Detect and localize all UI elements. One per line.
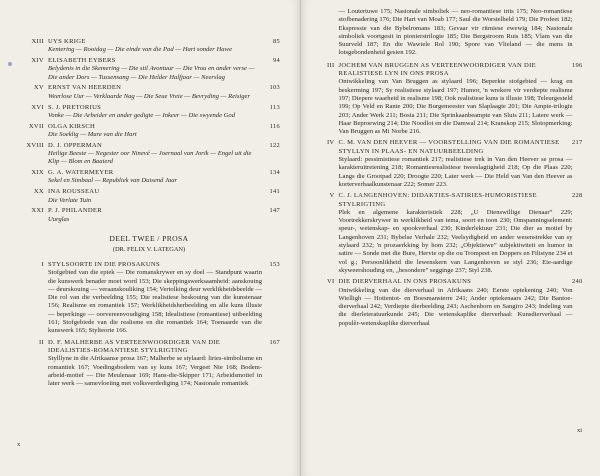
- works-list: Die Verlate Tuin: [48, 196, 92, 204]
- chapter-numeral: II: [39, 338, 44, 346]
- chapter-numeral: V: [329, 192, 335, 200]
- chapter-title: S. J. PRETORIUS: [48, 103, 102, 111]
- chapter-page-number: 141: [269, 188, 280, 196]
- toc-entry: [18, 142, 280, 167]
- toc-entry: [321, 278, 583, 328]
- toc-entry-heading: [18, 84, 280, 92]
- chapter-summary: Ontwikkeling van die dierverhaal in Afrikaans 240; Eerste optekening 240; Von Wielligh — Hottentot- en Boesmansterre 241; Ander optekenaars 242; Die Bantoe-dierverhaal 242; Verdiepte dierbeelding 243; Aschenborn en Sangiro 243; Indeling van die dierleteratuurkunde 245; Die wetenskaplike dierverhaal: Kunsdierverhaal — populêr-wetenskaplike dierverhaal: [338, 286, 573, 327]
- toc-entry-heading: [18, 104, 280, 112]
- right-page: [301, 0, 600, 476]
- chapter-page-number: 240: [572, 278, 583, 286]
- chapter-title: UYS KRIGE: [48, 38, 86, 45]
- continued-text: — Loutertuwe 175; Nasionale simboliek — neo-romantiese trits 175; Neo-romantiese stofbenadering 176; Die Hart van Moab 177; Saul die Worstelheld 179; Die Profeet 182; Ekspressie van die Bybelromans 183; Gevaar vir ritmiese ewewig 184; Nasionale simboliek voortgesit in pionierstrilogie 185; Die Bergstroom Ruis 185; Vlam van die Suurveld 187; En die Wawiele Rol 190; Spore van Vlieland — die mens in lotsgebondenheid gesien 192.: [338, 8, 573, 57]
- works-list: Weerlose Uur — Verklaarde Nag — Die Seue Vreie — Bevryding — Reisiger: [48, 92, 251, 100]
- toc-entry: [18, 84, 280, 101]
- toc-entry-heading: [321, 62, 583, 79]
- chapter-title: ERNST VAN HEERDEN: [48, 84, 122, 92]
- chapter-summary: Stylllyne in die Afrikaanse prosa 167; Malherbe se stylaard: liries-simbolisme en romantiek 167; Voedingsbodem van sy kuns 167; Vergeet Nie 168; Bodem-arbeid-motief — Die Meulenaar 169; Hans-die-Skipper 171; Arbeidsmotief in later werk — samevloeiing met volksverdediging 174; Nasionale romantiek: [48, 355, 262, 388]
- chapter-title: D. J. OPPERMAN: [48, 141, 103, 149]
- chapter-page-number: 85: [273, 38, 280, 45]
- toc-entry: [321, 192, 583, 275]
- page-number-right: xi: [576, 427, 582, 434]
- works-list: Belydenis in die Skemering — Die stil Avontuur — Die Vrou en ander verse — Die ander Dors — Tussensang — Die Helder Halfjaar — Neerslag: [48, 65, 255, 81]
- chapter-title: C. J. LANGENHOVEN: DIDAKTIES-SATIRIES-HUMORISTIESE STYLRIGTING: [338, 192, 537, 208]
- chapter-numeral: III: [327, 61, 335, 69]
- toc-entry: [321, 62, 583, 137]
- chapter-numeral: XVII: [28, 122, 44, 130]
- part-title: DEEL TWEE / PROSA: [109, 233, 189, 243]
- chapter-title: JOCHEM VAN BRUGGEN AS VERTEENWOORDIGER VAN DIE REALISTIESE LYN IN ONS PROSA: [338, 61, 536, 78]
- chapter-numeral: XIII: [31, 38, 44, 45]
- toc-entry: [18, 123, 280, 140]
- toc-entry-heading: [321, 192, 583, 209]
- chapter-title: ELISABETH EYBERS: [48, 57, 116, 65]
- left-contents-column: [18, 38, 280, 391]
- part-author: (DR. FELIX V. LATEGAN): [112, 245, 186, 253]
- chapter-summary: Plek en algemene karakteristiek 228; „U Dienswillige Dienaar” 229; Voortrekkerskrywer in werklikheid van tema, soort en toon 230; Omspanningselement: speur-, wetenskap- en spookverhaal 230; Kinderlektuur 231; Die dier as motief by Langenhoven 231; Bybelse Verhale 232; Veelsydigheid en ander wesenstrekke van sy stylaard 232; 'n prozaerkking by hom 232; „Objektiewe” subjektiwiteit en humor in satire — Sonde met die Bure, Hervie op die ou Trompeet en Doppers en Filistyne 234 et vol g.; Persoonlikheid die lewenskern van Langenhoven se styl 236; Eie-aardige skyweershouding en, „besondere” segginge 237; Styl 238.: [338, 208, 573, 274]
- toc-entry: [18, 104, 280, 121]
- chapter-numeral: VI: [326, 278, 335, 286]
- toc-entry-heading: [18, 142, 280, 150]
- works-list: Kentering — Rooidag — Die einde van die Pad — Hart sonder Hawe: [48, 46, 232, 54]
- chapter-numeral: IV: [326, 139, 335, 147]
- works-list: Uurglas: [48, 215, 70, 223]
- toc-entry: [18, 261, 280, 336]
- chapter-page-number: 113: [269, 103, 280, 111]
- toc-entry-heading: [321, 278, 583, 286]
- chapter-page-number: 153: [269, 260, 280, 268]
- chapter-summary: Stofgebied van die epiek — Die romanskrywer en sy doel — Standpunt waarin die kunswerk benader moet word 153; Die skeppingswerksaamheid: aanskouing — deurskouing — veraanskouliking 154; Vertolking deur werklikheidsbeelde — Die rol van die verbeelding 155; Die realistiese beskouing van die kunstenaar 156; Realisme en romantiek 157; Werklikheidsherbeelding en alle kuns illusie — beperkinge — oorvereenvoudiging 158; Idealistiese (romantiese) uitbeelding 161; Stofgebiede van die realisme en die romantiek 164; Toenaarde van die kunswerk 165; Stylteorie 166.: [48, 269, 262, 335]
- chapter-page-number: 147: [269, 207, 280, 215]
- chapter-numeral: XX: [33, 188, 44, 196]
- toc-entry: [18, 188, 280, 205]
- works-list: Sekel en Simbaal — Republiek van Duisend Jaar: [48, 177, 178, 185]
- chapter-page-number: 103: [269, 84, 280, 92]
- poetry-entries: [18, 38, 280, 224]
- chapter-page-number: 122: [269, 141, 280, 149]
- toc-entry: [18, 57, 280, 82]
- chapter-page-number: 167: [269, 338, 280, 346]
- toc-entry: [18, 339, 280, 389]
- toc-entry-heading: [18, 339, 280, 356]
- chapter-title: C. M. VAN DEN HEEVER — VOORSTELLING VAN DIE ROMANTIESE STYLLYN IN PLAAS- EN NATUURBEELDING: [338, 139, 560, 155]
- chapter-page-number: 94: [273, 57, 280, 65]
- prose-entries: [18, 261, 280, 388]
- chapter-page-number: 228: [572, 192, 583, 200]
- toc-entry-heading: [18, 38, 280, 46]
- toc-entry-heading: [321, 139, 583, 156]
- chapter-numeral: XXI: [31, 207, 44, 215]
- chapter-title: OLGA KIRSCH: [48, 122, 96, 130]
- toc-entry-heading: [18, 57, 280, 65]
- toc-entry-heading: [18, 123, 280, 131]
- toc-entry-heading: [18, 169, 280, 177]
- chapter-numeral: XIX: [31, 169, 44, 177]
- toc-entry-heading: [18, 188, 280, 196]
- chapter-numeral: XV: [33, 84, 44, 92]
- margin-dot-icon: [8, 62, 12, 66]
- chapter-numeral: XVI: [31, 103, 44, 111]
- chapter-numeral: XVIII: [26, 141, 44, 149]
- works-list: Heilige Beeste — Negester oor Ninevé — Joernaal van Jorik — Engel uit die Klip — Blom en Baaierd: [48, 150, 252, 166]
- toc-entry: [321, 139, 583, 189]
- chapter-page-number: 217: [572, 139, 583, 147]
- page-number-left: x: [17, 441, 21, 448]
- toc-entry: [18, 38, 280, 55]
- chapter-page-number: 196: [572, 61, 583, 69]
- toc-entry-heading: [18, 261, 280, 269]
- chapter-numeral: I: [41, 260, 44, 268]
- right-contents-column: [321, 8, 583, 331]
- chapter-title: DIE DIERVERHAAL IN ONS PROSAKUNS: [338, 278, 472, 286]
- toc-entry: [18, 169, 280, 186]
- toc-entry: [18, 207, 280, 224]
- chapter-title: G. A. WATERMEYER: [48, 169, 114, 177]
- chapter-title: P. J. PHILANDER: [48, 207, 102, 215]
- toc-entry-heading: [18, 207, 280, 215]
- chapter-numeral: XIV: [31, 57, 44, 65]
- chapter-summary: Ontwikkeling van Van Bruggen as stylaard 196; Beperkte stofgebied — krag en beskerming 197; Sy realistiese stylaard 197; Humor, 'n wrekere vir verdiepte realisme 197; Diepere waarheid in realisme 198; Ook realistiese kuns is illusie 198; Teleurgesteld 199; Op Veld en Rante 200; Die Burgemeester van Slaplaagte 201; Die Ampie-trilogie 203; Ander Werk 211; Bosia 211; Die Sprinkaanbeampte van Sluis 211; Latere werk — Haar Beproewing 214; Die Noodlot en die Damwal 214; Kranskop 215; Slotopmerking: Van Bruggen as Mi Norbe 216.: [338, 78, 573, 136]
- chapter-title: D. F. MALHERBE AS VERTEENWOORDIGER VAN DIE IDEALISTIES-ROMANTIESE STYLRIGTING: [48, 338, 221, 354]
- chapter-summary: Stylaard: pessimistiese romantiek 217; realistiese trek in Van den Heever se prosa — karakteruitreiening 218; Romantiesrealistiese tweeslagtigheid 218; Op die Plaas 220; Langs die Grootpad 220; Droogte 220; Later werk — Die Held van Van den Heever as korterverhaalkunstenaar 222; Somer 223.: [338, 156, 573, 188]
- works-list: Vonke — Die Arbeider en ander gedigte — Inkeer — Die swyende God: [48, 111, 236, 119]
- chapter-page-number: 116: [269, 122, 280, 130]
- chapter-title: STYLSOORTE IN DIE PROSAKUNS: [48, 260, 160, 268]
- chapter-entries: [321, 62, 583, 328]
- works-list: Die Soeklig — Mure van die Hart: [48, 130, 137, 138]
- chapter-page-number: 134: [269, 169, 280, 177]
- chapter-title: INA ROUSSEAU: [48, 188, 100, 196]
